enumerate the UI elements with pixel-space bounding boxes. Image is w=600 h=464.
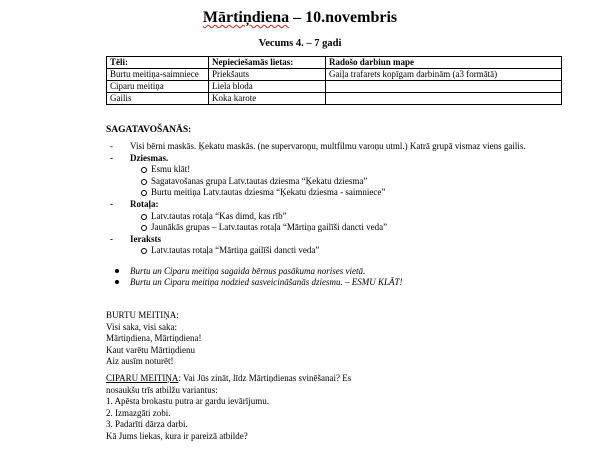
ciparu-intro <box>106 373 366 396</box>
ciparu-section <box>106 373 366 443</box>
verse-line: Mārtiņdiena, Mārtiņdiena! <box>106 333 202 344</box>
list-item <box>110 266 410 277</box>
sub-list-item <box>110 176 550 188</box>
answer-option: 3. Padarīti dārza darbi. <box>106 419 188 430</box>
list-item-text: Burtu meitiņa Latv.tautas dziesma “Ķekatu dziesma - saimniece” <box>151 187 386 198</box>
ciparu-heading: CIPARU MEITIŅA <box>106 373 179 383</box>
table-cell: Gaiļa trafarets kopīgam darbinām (a3 formātā) <box>326 69 562 81</box>
list-item-text: Latv.tautas rotaļa “Mārtiņa gailīši dancti veda” <box>151 245 320 256</box>
prep-heading: SAGATAVOŠANĀS: <box>106 125 192 135</box>
list-item <box>110 199 550 211</box>
table-cell: Gailis <box>107 93 209 105</box>
table-cell: Koka karote <box>209 93 326 105</box>
sub-list-item <box>110 245 550 257</box>
list-item-text: Sagatavošanas grupa Latv.tautas dziesma “Ķekatu dziesma” <box>151 175 368 186</box>
sub-list-item <box>110 211 550 223</box>
sub-list-item <box>110 222 550 234</box>
sub-list-item <box>110 164 550 176</box>
title-main: Mārtiņdiena <box>202 9 290 26</box>
age-subtitle: Vecums 4. – 7 gadi <box>258 38 342 49</box>
recording-label: Ieraksts <box>130 233 161 244</box>
list-item <box>110 277 410 288</box>
dash-marker: - <box>110 152 113 163</box>
list-item-text: Esmu klāt! <box>151 164 191 175</box>
circle-bullet-icon <box>141 179 147 185</box>
verse-line: Aiz ausīm noturēt! <box>106 356 174 367</box>
notes-list <box>110 266 410 289</box>
sub-list-item <box>110 187 550 199</box>
verse-line: Visi saka, visi saka: <box>106 321 177 332</box>
page-title <box>0 9 600 27</box>
table-row <box>107 81 562 93</box>
table-cell <box>326 81 562 93</box>
dash-marker: - <box>110 141 113 151</box>
table-cell: Liela bloda <box>209 81 326 93</box>
circle-bullet-icon <box>141 167 147 173</box>
table-header-cell: Nepieciešamās lietas: <box>209 57 326 69</box>
answer-option: 2. Izmazgāti zobi. <box>106 407 171 418</box>
note-text: Burtu un Ciparu meitiņa sagaida bērnus pasākuma norises vietā. <box>130 266 366 276</box>
table-cell: Ciparu meitiņa <box>107 81 209 93</box>
list-item-text: Visi bērni maskās. Ķekatu maskās. (ne supervaroņu, multfilmu varoņu utml.) Katrā grupā vismaz viens gailis. <box>130 141 526 151</box>
table-cell: Burtu meitiņa-saimniece <box>107 69 209 81</box>
burtu-section <box>106 310 406 368</box>
dances-label: Rotaļa: <box>130 198 159 209</box>
list-item <box>110 153 550 165</box>
bullet-icon <box>115 269 119 273</box>
dash-marker: - <box>110 233 113 244</box>
bullet-icon <box>115 280 119 284</box>
table-row <box>107 69 562 81</box>
list-item <box>110 141 550 153</box>
table-row <box>107 93 562 105</box>
table-header-cell: Radošo darbiun mape <box>326 57 562 69</box>
verse-line: Kaut varētu Mārtiņdienu <box>106 344 195 355</box>
note-text: Burtu un Ciparu meitiņa nodzied sasveicināšanās dziesmu. – ESMU KLĀT! <box>130 277 403 288</box>
circle-bullet-icon <box>141 190 147 196</box>
answer-option: 1. Apēsta brokastu putra ar gardu ievārījumu. <box>106 396 269 407</box>
songs-label: Dziesmas. <box>130 152 169 163</box>
list-item-text: Latv.tautas rotaļa “Kas dimd, kas rīb” <box>151 210 287 221</box>
dash-marker: - <box>110 198 113 209</box>
ciparu-intro-text: : Vai Jūs zināt, līdz Mārtiņdienas svinēšanai? Es nosaukšu trīs atbilžu variantus: <box>106 373 352 395</box>
circle-bullet-icon <box>141 214 147 220</box>
table-header-cell: Tēli: <box>107 57 209 69</box>
prep-list <box>110 141 550 257</box>
ciparu-question: Kā Jums liekas, kura ir pareizā atbilde? <box>106 430 248 441</box>
circle-bullet-icon <box>141 248 147 254</box>
circle-bullet-icon <box>141 225 147 231</box>
title-date: – 10.novembris <box>289 9 398 26</box>
table-header-row <box>107 57 562 69</box>
list-item <box>110 234 550 246</box>
table-cell: Priekšauts <box>209 69 326 81</box>
table-cell <box>326 93 562 105</box>
burtu-heading: BURTU MEITIŅA: <box>106 310 179 320</box>
list-item-text: Jaunākās grupas – Latv.tautas rotaļa “Mārtiņa gailīši dancti veda” <box>151 222 388 233</box>
roles-table <box>106 56 562 105</box>
